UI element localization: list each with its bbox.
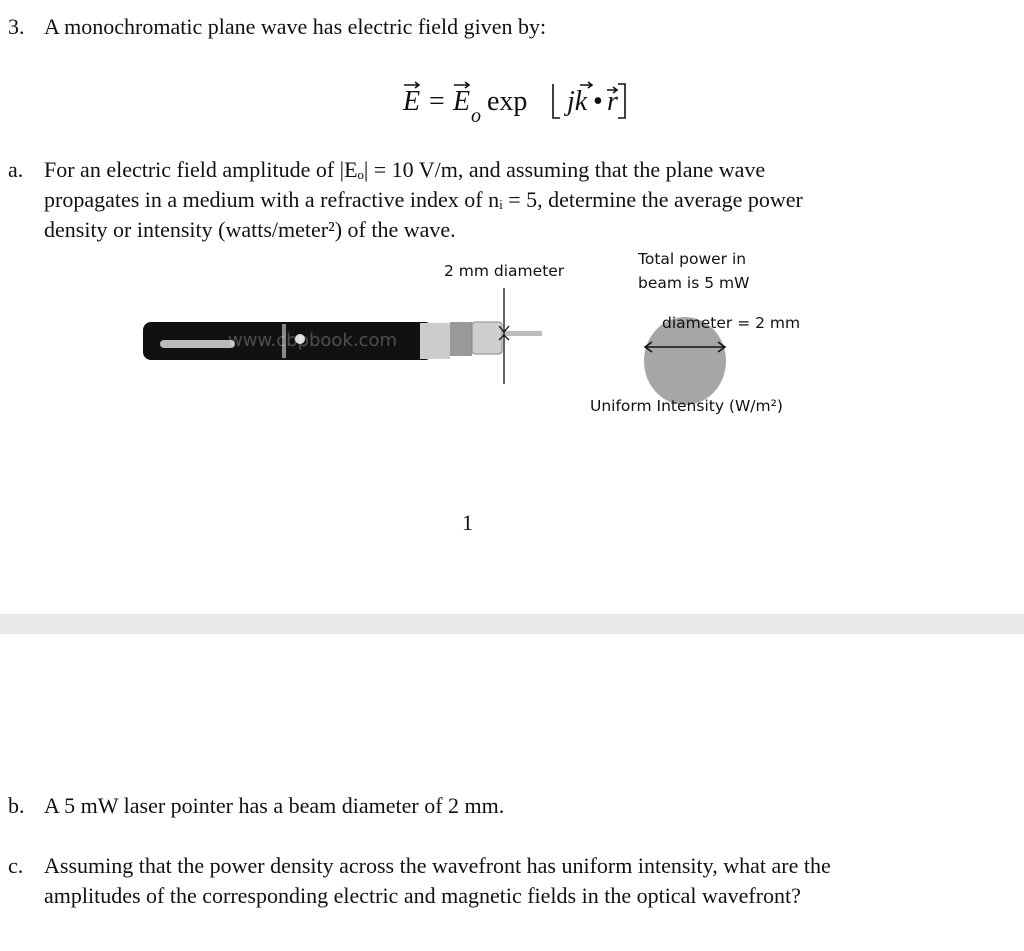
svg-text:=: =: [429, 86, 445, 117]
watermark: www.cbpbook.com: [228, 330, 398, 351]
svg-text:E: E: [403, 86, 421, 117]
part-c-label: c.: [8, 853, 24, 878]
svg-text:•: •: [593, 86, 603, 117]
intensity-label: Uniform Intensity (W/m²): [590, 397, 783, 415]
laser-tip: [472, 322, 502, 354]
svg-text:E: E: [453, 86, 471, 117]
part-b-text: A 5 mW laser pointer has a beam diameter of 2 mm.: [44, 793, 505, 818]
svg-text:jk: jk: [567, 86, 588, 117]
part-a-line-1: For an electric field amplitude of |Eₒ| = 10 V/m, and assuming that the plane wave: [44, 157, 766, 182]
svg-text:exp: exp: [487, 86, 528, 117]
part-c-line-2: amplitudes of the corresponding electric and magnetic fields in the optical wavefront?: [44, 883, 801, 908]
part-a-label: a.: [8, 157, 24, 182]
page-separator: [0, 614, 1024, 634]
total-power-label-1: Total power in: [638, 250, 747, 268]
diameter-label: diameter = 2 mm: [662, 314, 801, 332]
part-a-line-3: density or intensity (watts/meter²) of the wave.: [44, 217, 456, 242]
part-b-label: b.: [8, 793, 25, 818]
laser-beam: [502, 331, 542, 336]
part-c-line-1: Assuming that the power density across the wavefront has uniform intensity, what are the: [44, 853, 831, 878]
equation: [395, 78, 635, 128]
svg-text:r: r: [607, 86, 618, 117]
beam-diameter-label: 2 mm diameter: [444, 262, 565, 280]
question-intro: A monochromatic plane wave has electric field given by:: [44, 14, 547, 39]
page-number: 1: [462, 510, 473, 535]
question-number: 3.: [8, 14, 25, 39]
svg-text:o: o: [471, 105, 481, 127]
total-power-label-2: beam is 5 mW: [638, 274, 750, 292]
part-a-line-2: propagates in a medium with a refractive index of nᵢ = 5, determine the average power: [44, 187, 803, 212]
